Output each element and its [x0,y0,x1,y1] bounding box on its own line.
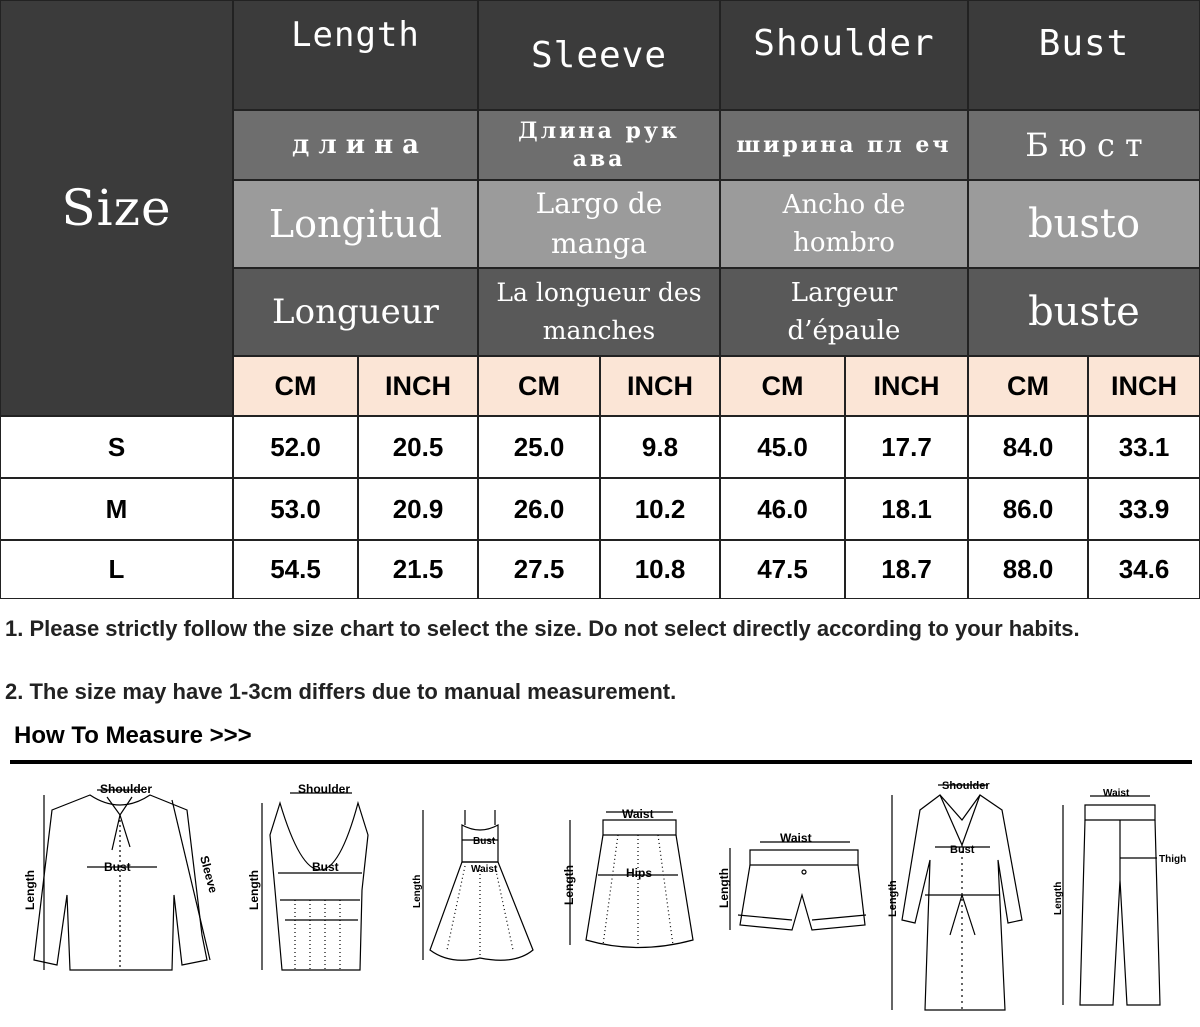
shirt-shoulder-label: Shoulder [100,782,153,796]
measurement-cell: 33.9 [1088,478,1200,540]
col-sleeve-en: Sleeve [478,0,720,110]
unit-cm: CM [720,356,845,416]
col-length-en: Length [233,0,478,110]
tank-shoulder-label: Shoulder [298,782,351,796]
measurement-cell: 54.5 [233,540,358,599]
pants-waist-label: Waist [1103,788,1130,799]
measurement-cell: 18.7 [845,540,968,599]
col-shoulder-en: Shoulder [720,0,968,110]
coat-shoulder-label: Shoulder [942,780,990,792]
unit-cm: CM [478,356,600,416]
col-sleeve-es: Largo de manga [478,180,720,268]
divider [10,760,1192,764]
skirt-diagram [558,800,703,965]
note-2: 2. The size may have 1-3cm differs due to manual measurement. [5,679,677,704]
coat-length-label: Length [887,880,899,917]
unit-cm: CM [233,356,358,416]
measurement-cell: 52.0 [233,416,358,478]
pants-thigh-label: Thigh [1159,854,1187,865]
shorts-diagram [710,820,875,950]
measurement-cell: 9.8 [600,416,720,478]
measurement-cell: 88.0 [968,540,1088,599]
measurement-cell: 20.9 [358,478,478,540]
dress-bust-label: Bust [473,836,496,847]
tank-length-label: Length [247,870,261,910]
measurement-cell: 10.8 [600,540,720,599]
shirt-bust-label: Bust [104,860,131,874]
skirt-waist-label: Waist [622,807,654,821]
col-bust-ru: Б ю с т [968,110,1200,180]
tank-top-diagram [240,775,385,980]
measurement-cell: 47.5 [720,540,845,599]
measurement-cell: 26.0 [478,478,600,540]
col-length-ru: д л и н а [233,110,478,180]
measurement-cell: 10.2 [600,478,720,540]
measurement-cell: 46.0 [720,478,845,540]
measurement-cell: 27.5 [478,540,600,599]
unit-inch: INCH [1088,356,1200,416]
col-sleeve-ru: Длина рук ава [478,110,720,180]
col-sleeve-fr: La longueur des manches [478,268,720,356]
measurement-cell: 84.0 [968,416,1088,478]
unit-inch: INCH [845,356,968,416]
measurement-cell: 21.5 [358,540,478,599]
measurement-cell: 45.0 [720,416,845,478]
tank-bust-label: Bust [312,860,339,874]
shorts-length-label: Length [717,868,731,908]
coat-bust-label: Bust [950,844,975,856]
measurement-cell: 53.0 [233,478,358,540]
coat-diagram [880,775,1040,1020]
skirt-length-label: Length [562,865,576,905]
measurement-cell: 17.7 [845,416,968,478]
pants-length-label: Length [1053,881,1064,915]
size-cell: L [0,540,233,599]
measurement-cell: 18.1 [845,478,968,540]
measurement-cell: 20.5 [358,416,478,478]
dress-diagram [405,800,550,970]
col-bust-fr: buste [968,268,1200,356]
how-to-measure-title: How To Measure >>> [14,722,252,749]
skirt-hips-label: Hips [626,866,653,880]
col-bust-es: busto [968,180,1200,268]
unit-inch: INCH [600,356,720,416]
col-length-es: Longitud [233,180,478,268]
col-shoulder-es: Ancho de hombro [720,180,968,268]
measurement-cell: 86.0 [968,478,1088,540]
shorts-waist-label: Waist [780,831,812,845]
size-header [0,0,233,416]
unit-cm: CM [968,356,1088,416]
measurement-cell: 25.0 [478,416,600,478]
dress-length-label: Length [412,874,423,908]
size-header-label: Size [61,179,172,237]
col-shoulder-ru: ширина пл еч [720,110,968,180]
col-shoulder-fr: Largeur d’épaule [720,268,968,356]
shirt-sleeve-label: Sleeve [197,854,221,895]
col-bust-en: Bust [968,0,1200,110]
col-length-fr: Longueur [233,268,478,356]
pants-diagram [1045,780,1195,1015]
size-cell: M [0,478,233,540]
measurement-cell: 34.6 [1088,540,1200,599]
note-1: 1. Please strictly follow the size chart to select the size. Do not select directly according to your habits. [5,616,1080,641]
measurement-cell: 33.1 [1088,416,1200,478]
size-cell: S [0,416,233,478]
shirt-diagram [12,775,222,980]
unit-inch: INCH [358,356,478,416]
dress-waist-label: Waist [471,864,498,875]
shirt-length-label: Length [23,870,37,910]
